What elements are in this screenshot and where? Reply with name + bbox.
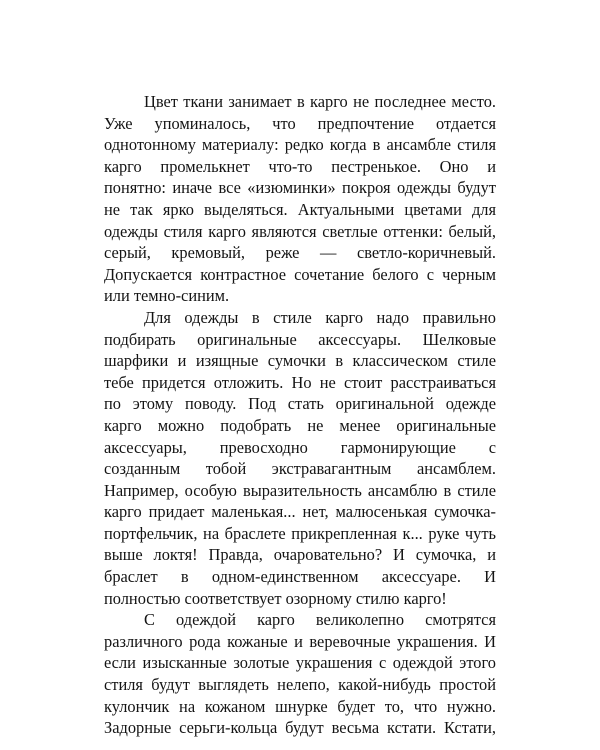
text-line: Для одежды в стиле карго надо правильно: [144, 307, 496, 327]
text-line: по этому поводу. Под стать оригинальной одежде: [104, 394, 496, 414]
text-line: Допускается контрастное сочетание белого с черным: [104, 264, 496, 284]
text-line: понятно: иначе все «изюминки» покроя одежды будут: [104, 178, 496, 198]
text-line: карго можно подобрать не менее оригинальные: [104, 415, 496, 435]
text-line: С одеждой карго великолепно смотрятся: [144, 610, 496, 630]
text-line: кулончик на кожаном шнурке будет то, что нужно.: [104, 696, 496, 716]
text-line: портфельчик, на браслете прикрепленная к... руке чуть: [104, 523, 496, 543]
text-line: шарфики и изящные сумочки в классическом стиле: [104, 351, 496, 371]
text-line: созданным тобой экстравагантным ансамблем.: [104, 459, 496, 479]
text-line: Цвет ткани занимает в карго не последнее место.: [144, 92, 496, 111]
text-line: стиля будут выглядеть нелепо, какой-нибудь простой: [104, 675, 496, 695]
text-line: серый, кремовый, реже — светло-коричневый.: [104, 243, 496, 263]
text-line: не так ярко выделяться. Актуальными цветами для: [104, 199, 496, 219]
text-line: выше локтя! Правда, очаровательно? И сумочка, и: [104, 545, 496, 565]
text-line: различного рода кожаные и веревочные украшения. И: [104, 631, 496, 651]
text-line: Например, особую выразительность ансамблю в стиле: [104, 480, 496, 500]
text-line: если изысканные золотые украшения с одеждой этого: [104, 653, 496, 673]
text-line: Уже упоминалось, что предпочтение отдается: [104, 113, 496, 133]
body-text: [104, 91, 496, 739]
text-line: карго промелькнет что-то пестренькое. Оно и: [104, 156, 496, 176]
text-line: однотонному материалу: редко когда в ансамбле стиля: [104, 135, 496, 155]
text-line: браслет в одном-единственном аксессуаре. И: [104, 567, 496, 587]
text-line: полностью соответствует озорному стилю карго!: [104, 588, 447, 608]
text-line: подбирать оригинальные аксессуары. Шелковые: [104, 329, 496, 349]
text-line: одежды стиля карго являются светлые оттенки: белый,: [104, 221, 496, 241]
text-line: Задорные серьги-кольца будут весьма кстати. Кстати,: [104, 718, 496, 738]
text-line: тебе придется отложить. Но не стоит расстраиваться: [104, 372, 496, 392]
text-line: карго придает маленькая... нет, малюсенькая сумочка-: [104, 502, 496, 522]
text-line: или темно-синим.: [104, 286, 230, 306]
text-line: аксессуары, превосходно гармонирующие с: [104, 437, 496, 457]
